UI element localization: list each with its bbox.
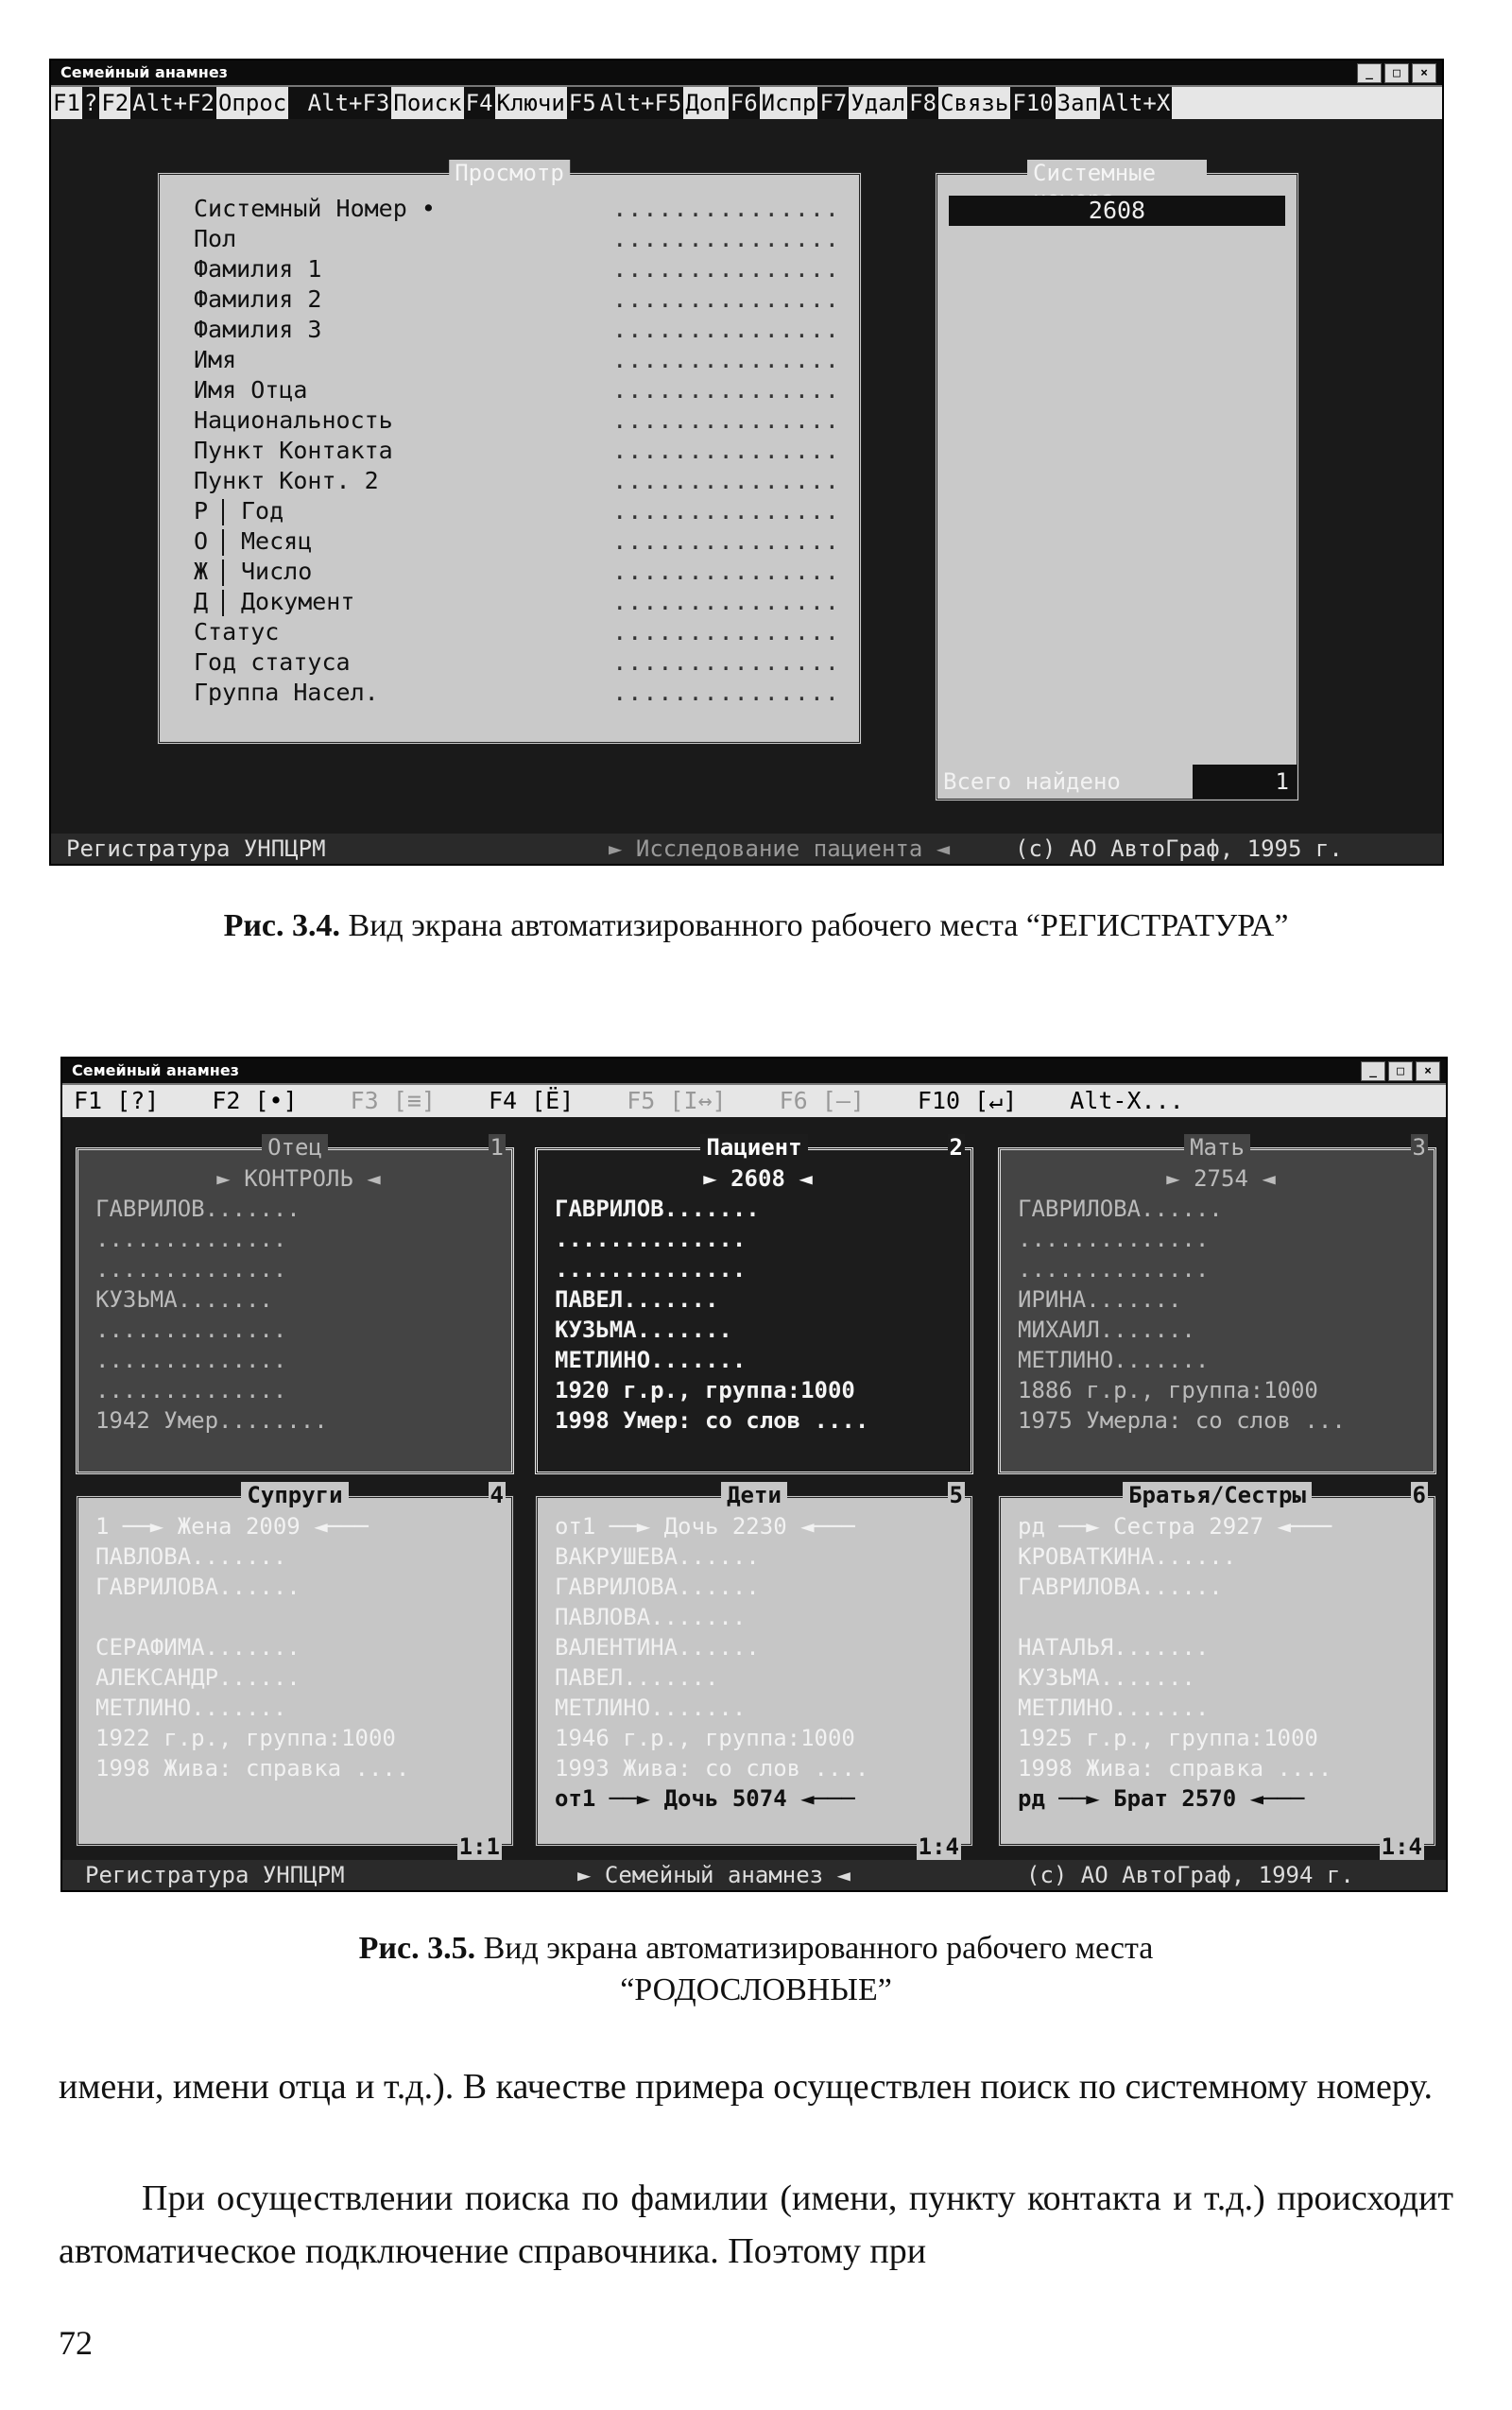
system-numbers-title: Системные bbox=[1027, 160, 1207, 213]
panel-line[interactable]: НАТАЛЬЯ....... bbox=[1018, 1634, 1210, 1661]
panel-title-text: Дети bbox=[721, 1482, 787, 1508]
menu-item[interactable]: F5 bbox=[567, 87, 598, 119]
panel-line[interactable]: МЕТЛИНО....... bbox=[1018, 1347, 1210, 1373]
caption-text-line2: “РОДОСЛОВНЫЕ” bbox=[620, 1972, 892, 2007]
caption-text: Вид экрана автоматизированного рабочего места bbox=[475, 1931, 1154, 1966]
panel-number: 3 bbox=[1412, 1134, 1426, 1161]
function-key-menu bbox=[62, 1085, 1446, 1117]
panel-counter: 1:4 bbox=[918, 1833, 959, 1860]
family-panel-2[interactable] bbox=[535, 1134, 973, 1474]
menu-item[interactable]: F10 bbox=[1010, 87, 1055, 119]
menu-item[interactable]: Поиск bbox=[393, 90, 462, 116]
form-field-row bbox=[194, 436, 840, 466]
panel-line[interactable]: рд ──► Брат 2570 ◄─── bbox=[1018, 1785, 1305, 1812]
figure-caption-2 bbox=[0, 1928, 1512, 2011]
menu-item[interactable]: Связь bbox=[940, 90, 1009, 116]
menu-item[interactable]: Alt-X... bbox=[1070, 1087, 1184, 1114]
form-field-row bbox=[194, 284, 840, 315]
field-value[interactable]: ............... bbox=[612, 527, 840, 555]
window-title: Семейный анамнез bbox=[60, 63, 228, 81]
panel-title-text: Пациент bbox=[700, 1134, 807, 1161]
field-label: Пол bbox=[194, 225, 237, 252]
panel-line[interactable]: КУЗЬМА....... bbox=[555, 1317, 732, 1343]
panel-line[interactable]: .............. bbox=[95, 1256, 287, 1282]
panel-line[interactable]: МИХАИЛ....... bbox=[1018, 1317, 1195, 1343]
panel-line[interactable]: 1998 Жива: справка .... bbox=[95, 1755, 410, 1782]
panel-title-text: Мать bbox=[1184, 1134, 1250, 1161]
panel-title bbox=[538, 1482, 971, 1508]
status-right: (c) АО АвтоГраф, 1994 г. bbox=[1026, 1862, 1354, 1888]
panel-line[interactable]: КРОВАТКИНА...... bbox=[1018, 1543, 1237, 1570]
registratura-screenshot bbox=[49, 59, 1444, 866]
field-label: Группа Насел. bbox=[194, 679, 379, 706]
status-bar bbox=[62, 1860, 1446, 1890]
panel-title-text: Отец bbox=[262, 1134, 328, 1161]
field-label: Пункт Конт. 2 bbox=[194, 467, 379, 494]
panel-line[interactable]: .............. bbox=[1018, 1256, 1210, 1282]
close-button[interactable]: × bbox=[1416, 1061, 1440, 1081]
field-value[interactable]: ............... bbox=[612, 195, 840, 222]
form-field-row bbox=[194, 496, 840, 526]
found-count: 1 bbox=[1193, 765, 1297, 799]
panel-line[interactable]: 1925 г.р., группа:1000 bbox=[1018, 1725, 1318, 1751]
menu-item[interactable]: Испр bbox=[761, 90, 816, 116]
panel-line[interactable]: от1 ──► Дочь 5074 ◄─── bbox=[555, 1785, 855, 1812]
field-label: Статус bbox=[194, 618, 280, 646]
field-value[interactable]: ............... bbox=[612, 588, 840, 615]
field-value[interactable]: ............... bbox=[612, 558, 840, 585]
panel-title bbox=[1001, 1134, 1434, 1161]
field-label: Фамилия 1 bbox=[194, 255, 322, 283]
field-value[interactable]: ............... bbox=[612, 467, 840, 494]
field-value[interactable]: ............... bbox=[612, 316, 840, 343]
menu-item[interactable] bbox=[288, 87, 305, 119]
panel-line[interactable]: 1998 Умер: со слов .... bbox=[555, 1407, 869, 1434]
panel-line[interactable]: .............. bbox=[95, 1317, 287, 1343]
rodoslovnye-screenshot bbox=[60, 1057, 1448, 1892]
field-value[interactable]: ............... bbox=[612, 648, 840, 676]
menu-item[interactable]: Удал bbox=[850, 90, 906, 116]
panel-counter: 1:1 bbox=[458, 1833, 500, 1860]
field-value[interactable]: ............... bbox=[612, 406, 840, 434]
panel-number: 6 bbox=[1412, 1482, 1426, 1508]
panel-line[interactable]: ► 2608 ◄ bbox=[703, 1165, 813, 1192]
panel-line[interactable]: 1886 г.р., группа:1000 bbox=[1018, 1377, 1318, 1403]
field-value[interactable]: ............... bbox=[612, 346, 840, 373]
panel-line[interactable]: 1942 Умер........ bbox=[95, 1407, 328, 1434]
field-label: Месяц bbox=[241, 527, 313, 555]
menu-item[interactable]: F7 bbox=[817, 87, 849, 119]
minimize-button[interactable]: _ bbox=[1361, 1061, 1385, 1081]
panel-line[interactable]: .............. bbox=[95, 1377, 287, 1403]
menu-item[interactable]: Опрос bbox=[217, 90, 287, 116]
body-paragraph: имени, имени отца и т.д.). В качестве примера осуществлен поиск по системному номеру. bbox=[59, 2067, 1434, 2107]
found-label: Всего найдено bbox=[943, 768, 1121, 795]
panel-line[interactable] bbox=[1018, 1602, 1424, 1632]
form-field-row bbox=[194, 254, 840, 284]
family-panel-1[interactable] bbox=[76, 1134, 514, 1474]
panel-line[interactable]: ВАКРУШЕВА...... bbox=[555, 1543, 760, 1570]
panel-title bbox=[538, 1134, 971, 1161]
menu-item[interactable]: F2 [•] bbox=[212, 1087, 298, 1114]
menu-item[interactable]: Доп bbox=[685, 90, 727, 116]
panel-line[interactable]: рд ──► Сестра 2927 ◄─── bbox=[1018, 1513, 1332, 1540]
panel-line[interactable]: ГАВРИЛОВА...... bbox=[1018, 1196, 1223, 1222]
field-value[interactable]: ............... bbox=[612, 618, 840, 646]
panel-title-text: Супруги bbox=[241, 1482, 348, 1508]
divider bbox=[222, 559, 235, 586]
menu-item[interactable]: F8 bbox=[907, 87, 938, 119]
field-label: Год статуса bbox=[194, 648, 351, 676]
view-panel bbox=[157, 160, 862, 745]
view-panel-title: Просмотр bbox=[449, 160, 570, 186]
panel-line[interactable]: ПАВЕЛ....... bbox=[555, 1286, 719, 1313]
panel-number: 2 bbox=[949, 1134, 963, 1161]
status-left: Регистратура УНПЦРМ bbox=[66, 835, 326, 862]
caption-label: Рис. 3.4. bbox=[223, 908, 341, 943]
birth-letter: Д bbox=[194, 588, 209, 615]
field-label: Год bbox=[241, 497, 284, 525]
status-right: (c) АО АвтоГраф, 1995 г. bbox=[1015, 835, 1343, 862]
form-field-row bbox=[194, 194, 840, 224]
panel-line[interactable]: МЕТЛИНО....... bbox=[1018, 1695, 1210, 1721]
panel-line[interactable]: от1 ──► Дочь 2230 ◄─── bbox=[555, 1513, 855, 1540]
status-mid: ► Исследование пациента ◄ bbox=[609, 835, 951, 862]
menu-item[interactable]: F1 [?] bbox=[74, 1087, 160, 1114]
close-button[interactable]: × bbox=[1412, 63, 1436, 83]
panel-line[interactable]: ПАВЛОВА....... bbox=[95, 1543, 287, 1570]
panel-line[interactable]: ПАВЛОВА....... bbox=[555, 1604, 747, 1630]
form-field-row bbox=[194, 315, 840, 345]
panel-line[interactable]: СЕРАФИМА....... bbox=[95, 1634, 301, 1661]
divider bbox=[222, 499, 235, 525]
panel-line[interactable]: ГАВРИЛОВА...... bbox=[1018, 1574, 1223, 1600]
panel-line[interactable]: 1920 г.р., группа:1000 bbox=[555, 1377, 855, 1403]
family-panel-3[interactable] bbox=[998, 1134, 1436, 1474]
panel-title bbox=[1001, 1482, 1434, 1508]
panel-number: 1 bbox=[490, 1134, 504, 1161]
field-label: Документ bbox=[241, 588, 355, 615]
panel-number: 4 bbox=[490, 1482, 504, 1508]
window-titlebar bbox=[62, 1059, 1446, 1085]
field-value[interactable]: ............... bbox=[612, 376, 840, 404]
panel-line[interactable]: 1998 Жива: справка .... bbox=[1018, 1755, 1332, 1782]
panel-line[interactable]: 1946 г.р., группа:1000 bbox=[555, 1725, 855, 1751]
form-field-row bbox=[194, 345, 840, 375]
field-label: Фамилия 2 bbox=[194, 285, 322, 313]
status-bar bbox=[51, 834, 1442, 864]
form-field-row bbox=[194, 224, 840, 254]
minimize-button[interactable]: _ bbox=[1357, 63, 1382, 83]
menu-item[interactable]: F5 [I↔] bbox=[627, 1087, 727, 1114]
panel-line[interactable]: КУЗЬМА....... bbox=[95, 1286, 273, 1313]
window-title: Семейный анамнез bbox=[72, 1061, 239, 1079]
panel-title bbox=[78, 1134, 511, 1161]
menu-item[interactable]: Alt+F3 bbox=[306, 87, 392, 119]
caption-text: Вид экрана автоматизированного рабочего места “РЕГИСТРАТУРА” bbox=[340, 908, 1289, 943]
panel-counter: 1:4 bbox=[1381, 1833, 1422, 1860]
menu-item[interactable]: Alt+X bbox=[1100, 87, 1172, 119]
field-value[interactable]: ............... bbox=[612, 285, 840, 313]
field-label: Системный Номер • bbox=[194, 195, 436, 222]
panel-line[interactable]: .............. bbox=[555, 1226, 747, 1252]
menu-item[interactable]: F4 [Ё] bbox=[488, 1087, 575, 1114]
field-value[interactable]: ............... bbox=[612, 437, 840, 464]
form-field-row bbox=[194, 466, 840, 496]
panel-line[interactable]: ГАВРИЛОВ....... bbox=[95, 1196, 301, 1222]
form-field-row bbox=[194, 617, 840, 647]
menu-item[interactable]: F3 [≡] bbox=[350, 1087, 436, 1114]
panel-line[interactable]: ► КОНТРОЛЬ ◄ bbox=[216, 1165, 381, 1192]
panel-line[interactable]: МЕТЛИНО....... bbox=[95, 1695, 287, 1721]
form-field-row bbox=[194, 587, 840, 617]
system-numbers-panel bbox=[935, 160, 1299, 801]
birth-letter: О bbox=[194, 527, 209, 555]
figure-caption-1 bbox=[0, 905, 1512, 947]
panel-line[interactable] bbox=[95, 1602, 502, 1632]
panel-line[interactable]: 1975 Умерла: со слов ... bbox=[1018, 1407, 1346, 1434]
menu-item[interactable]: Зап bbox=[1057, 90, 1099, 116]
field-label: Фамилия 3 bbox=[194, 316, 322, 343]
panel-line[interactable]: 1993 Жива: со слов .... bbox=[555, 1755, 869, 1782]
menu-item[interactable]: F6 bbox=[729, 87, 760, 119]
menu-item[interactable]: F2 bbox=[101, 90, 129, 116]
panel-line[interactable]: МЕТЛИНО....... bbox=[555, 1695, 747, 1721]
divider bbox=[222, 529, 235, 556]
panel-title-text: Братья/Сестры bbox=[1123, 1482, 1312, 1508]
family-panel-6[interactable] bbox=[998, 1482, 1436, 1860]
panel-line[interactable]: ПАВЕЛ....... bbox=[555, 1664, 719, 1691]
panel-line[interactable]: МЕТЛИНО....... bbox=[555, 1347, 747, 1373]
panel-line[interactable]: .............. bbox=[555, 1256, 747, 1282]
field-value[interactable]: ............... bbox=[612, 255, 840, 283]
field-label: Национальность bbox=[194, 406, 393, 434]
menu-item[interactable]: F1 bbox=[53, 90, 80, 116]
panel-line[interactable]: КУЗЬМА....... bbox=[1018, 1664, 1195, 1691]
form-field-row bbox=[194, 647, 840, 678]
menu-item[interactable]: F4 bbox=[464, 87, 495, 119]
birth-letter: Ж bbox=[194, 558, 209, 585]
field-value[interactable]: ............... bbox=[612, 679, 840, 706]
body-paragraph: При осуществлении поиска по фамилии (имени, пункту контакта и т.д.) происходит автоматическое подключение справочника. Поэтому при bbox=[59, 2178, 1453, 2271]
status-left: Регистратура УНПЦРМ bbox=[85, 1862, 345, 1888]
panel-line[interactable]: .............. bbox=[1018, 1226, 1210, 1252]
divider bbox=[222, 590, 235, 616]
panel-line[interactable]: ► 2754 ◄ bbox=[1166, 1165, 1276, 1192]
menu-item[interactable]: ? bbox=[82, 87, 99, 119]
panel-line[interactable]: ИРИНА....... bbox=[1018, 1286, 1182, 1313]
family-panel-4[interactable] bbox=[76, 1482, 514, 1860]
field-label: Пункт Контакта bbox=[194, 437, 393, 464]
panel-line[interactable]: .............. bbox=[95, 1347, 287, 1373]
window-titlebar bbox=[51, 60, 1442, 87]
birth-letter: Р bbox=[194, 497, 209, 525]
field-value[interactable]: ............... bbox=[612, 497, 840, 525]
panel-line[interactable]: .............. bbox=[95, 1226, 287, 1252]
caption-label: Рис. 3.5. bbox=[358, 1931, 476, 1966]
menu-item[interactable]: Ключи bbox=[496, 90, 565, 116]
panel-line[interactable]: ВАЛЕНТИНА...... bbox=[555, 1634, 760, 1661]
panel-title bbox=[78, 1482, 511, 1508]
maximize-button[interactable]: □ bbox=[1384, 63, 1409, 83]
panel-line[interactable]: ГАВРИЛОВ....... bbox=[555, 1196, 760, 1222]
panel-line[interactable]: ГАВРИЛОВА...... bbox=[95, 1574, 301, 1600]
panel-line[interactable]: 1 ──► Жена 2009 ◄─── bbox=[95, 1513, 369, 1540]
form-field-row bbox=[194, 557, 840, 587]
menu-item[interactable]: Alt+F5 bbox=[598, 87, 684, 119]
menu-item[interactable]: F6 [–] bbox=[779, 1087, 865, 1114]
panel-line[interactable]: ГАВРИЛОВА...... bbox=[555, 1574, 760, 1600]
family-panel-5[interactable] bbox=[535, 1482, 973, 1860]
menu-item[interactable]: Alt+F2 bbox=[130, 87, 216, 119]
selected-system-number[interactable]: 2608 bbox=[949, 196, 1285, 226]
form-field-row bbox=[194, 526, 840, 557]
field-label: Имя bbox=[194, 346, 237, 373]
status-mid: ► Семейный анамнез ◄ bbox=[577, 1862, 850, 1888]
panel-line[interactable]: АЛЕКСАНДР...... bbox=[95, 1664, 301, 1691]
form-field-row bbox=[194, 375, 840, 405]
function-key-menu bbox=[51, 87, 1442, 119]
found-count-row bbox=[937, 765, 1297, 799]
panel-number: 5 bbox=[949, 1482, 963, 1508]
maximize-button[interactable]: □ bbox=[1388, 1061, 1413, 1081]
field-value[interactable]: ............... bbox=[612, 225, 840, 252]
form-field-row bbox=[194, 405, 840, 436]
page-number: 72 bbox=[59, 2324, 93, 2362]
form-field-row bbox=[194, 678, 840, 708]
menu-item[interactable]: F10 [↵] bbox=[917, 1087, 1018, 1114]
panel-line[interactable]: 1922 г.р., группа:1000 bbox=[95, 1725, 396, 1751]
field-label: Число bbox=[241, 558, 313, 585]
field-label: Имя Отца bbox=[194, 376, 308, 404]
